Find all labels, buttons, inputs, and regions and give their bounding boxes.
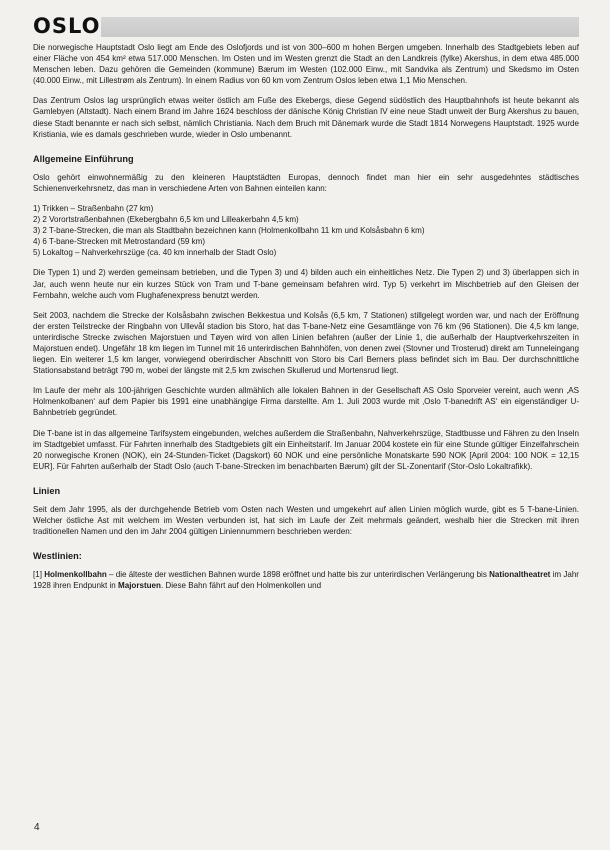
body-paragraph bbox=[33, 569, 579, 591]
title-bar-decoration bbox=[101, 17, 579, 37]
list-item: 2) 2 Vorortstraßenbahnen (Ekebergbahn 6,5 km und Lilleakerbahn 4,5 km) bbox=[33, 215, 299, 225]
section-intro: Oslo gehört einwohnermäßig zu den kleineren Hauptstädten Europas, dennoch findet man hier ein sehr ausgedehntes städtisches Schienenverkehrsnetz, das man in verschiedene Arten von Bahnen einteilen kann: bbox=[33, 172, 579, 193]
list-item: 5) Lokaltog – Nahverkehrszüge (ca. 40 km innerhalb der Stadt Oslo) bbox=[33, 248, 277, 258]
list-item: 4) 6 T-bane-Strecken mit Metrostandard (59 km) bbox=[33, 237, 206, 247]
header bbox=[33, 12, 579, 42]
section-heading: Westlinien: bbox=[33, 551, 82, 562]
line-number: [1] bbox=[33, 570, 45, 580]
railway-type-list bbox=[33, 203, 579, 258]
text-run: – die älteste der westlichen Bahnen wurde 1898 eröffnet und hatte bis zur unterirdischen Verlängerung bis bbox=[106, 570, 490, 580]
body-paragraph: Seit dem Jahr 1995, als der durchgehende Betrieb vom Osten nach Westen und umgekehrt auf allen Linien möglich wurde, gibt es 5 T-bane-Linien. Welcher östliche Ast mit welchem im Westen verbunden ist, hat sich im Laufe der Zeit mehrmals geändert, weshalb hier die Strecken mit ihren traditionellen Namen und den im Jahr 2004 gültigen Liniennummern beschrieben werden: bbox=[33, 504, 579, 537]
body-paragraph: Seit 2003, nachdem die Strecke der Kolsåsbahn zwischen Bekkestua und Kolsås (6,5 km, 7 Stationen) stillgelegt worden war, und nach der Eröffnung der ersten Teilstrecke der Ringbahn von Ullevål stadion bis Storo, hat das T-bane-Netz eine Gesamtlänge von 76 km (96 Stationen). Die 4,5 km lange, unterirdische Strecke zwischen Majorstuen und Tøyen wird von allen Linien befahren (außer der Linie 1, die außerhalb der Hauptverkehrszeiten in Majorstuen endet). Ungefähr 18 km liegen im Tunnel mit 16 unterirdischen Bahnhöfen, von denen zwei (Stovner und Trosterud) direkt am Tunneleingang liegen. Ein weiterer 1,5 km langer, vorwiegend oberirdischer Abschnitt von Storo bis Carl Berners plass befindet sich im Bau. Der durchschnittliche Stationsabstand beträgt 790 m, wobei der längste mit 2,5 km zwischen Skullerud und Mortensrud liegt. bbox=[33, 310, 579, 376]
bold-term: Majorstuen bbox=[118, 581, 161, 591]
list-item: 3) 2 T-bane-Strecken, die man als Stadtbahn bezeichnen kann (Holmenkollbahn 11 km und Kolsåsbahn 6 km) bbox=[33, 226, 425, 236]
page-number: 4 bbox=[34, 822, 40, 833]
body-paragraph: Die T-bane ist in das allgemeine Tarifsystem eingebunden, welches außerdem die Straßenbahn, Nahverkehrszüge, Stadtbusse und Fähren zu den Inseln im Stadtgebiet umfasst. Für Fahrten innerhalb des Stadtgebiets gilt ein Einheitstarif. Im Januar 2004 kostete ein für eine Stunde gültiger Einzelfahrschein 20 norwegische Kronen (NOK), ein 24-Stunden-Ticket (Dagskort) 60 NOK und eine persönliche Monatskarte 590 NOK [April 2004: 100 NOK = 12,15 EUR]. Für Fahrten außerhalb der Stadt Oslo (auch T-bane-Strecken im benachbarten Bærum) gilt der SL-Zonentarif (Stor-Oslo Lokaltrafikk). bbox=[33, 428, 579, 471]
text-run: im Jahr 1928 ihren Endpunkt in bbox=[33, 570, 579, 591]
list-item: 1) Trikken – Straßenbahn (27 km) bbox=[33, 203, 154, 213]
section-heading: Linien bbox=[33, 485, 61, 496]
page-title: OSLO bbox=[33, 14, 101, 38]
body-paragraph: Im Laufe der mehr als 100-jährigen Geschichte wurden allmählich alle lokalen Bahnen in der Gesellschaft AS Oslo Sporveier vereint, auch wenn ‚AS Holmenkolbanen‘ auf dem Papier bis 1991 eine unabhängige Firma darstellte. Am 1. Juli 2003 wurde mit ‚Oslo T-banedrift AS‘ ein eigenständiger U-Bahnbetrieb gegründet. bbox=[33, 386, 579, 418]
bold-term: Holmenkollbahn bbox=[44, 570, 107, 580]
body-paragraph: Die Typen 1) und 2) werden gemeinsam betrieben, und die Typen 3) und 4) bilden auch ein einheitliches Netz. Die Typen 2) und 3) überlappen sich in Jar, auch wenn heute nur ein kurzes Stück von Tram und T-bane gemeinsam befahren wird. Typ 5) verkehrt im Mischbetrieb auf den Gleisen der Fernbahn, welche auch vom Flughafenexpress benutzt werden. bbox=[33, 268, 579, 300]
section-heading: Allgemeine Einführung bbox=[33, 153, 134, 164]
intro-paragraph: Die norwegische Hauptstadt Oslo liegt am Ende des Oslofjords und ist von 300–600 m hohen Bergen umgeben. Innerhalb des Stadtgebiets leben auf einer Fläche von 454 km² etwa 517.000 Menschen. Im Osten und im Westen grenzt die Stadt an den Landkreis (fylke) Akershus, in dem etwa 485.000 Menschen leben. Dazu gehören die Gemeinden (kommune) Bærum im Westen (102.000 Einw., mit Sandvika als Zentrum) und Skedsmo im Osten (40.000 Einw., mit Lillestrøm als Zentrum). In einem Radius von 60 km vom Zentrum Oslos leben etwa 1,1 Mio Menschen. bbox=[33, 43, 579, 86]
bold-term: Nationaltheatret bbox=[489, 570, 551, 580]
text-run: . Diese Bahn fährt auf den Holmenkollen und bbox=[160, 581, 322, 591]
page-content bbox=[33, 12, 579, 600]
intro-paragraph: Das Zentrum Oslos lag ursprünglich etwas weiter östlich am Fuße des Ekebergs, diese Gegend südöstlich des Hauptbahnhofs ist heute bekannt als Gamlebyen (Altstadt). Nach einem Brand im Jahre 1624 beschloss der dänische König Christian IV eine neue Stadt unweit der Burg Akershus zu bauen, diese Stadt benannte er nach sich selbst, nämlich Christiania. Nach dem Bruch mit Dänemark wurde die Stadt 1814 Norwegens Hauptstadt. 1925 wurde Kristiania, wie es damals geschrieben wurde, wieder in Oslo umbenannt. bbox=[33, 96, 579, 139]
